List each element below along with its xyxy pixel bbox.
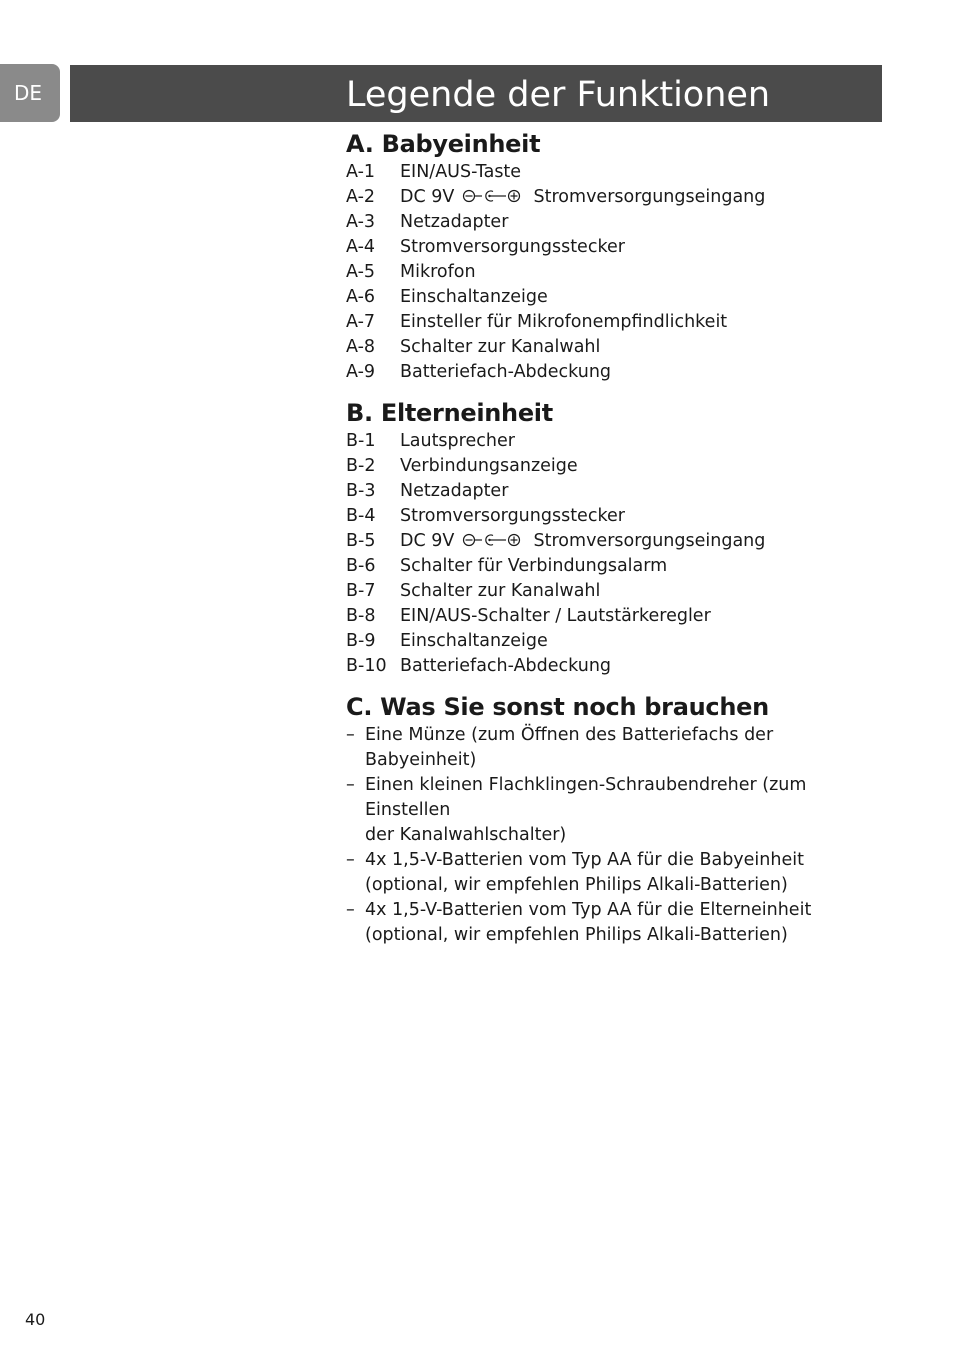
item-code: B-3 (346, 481, 376, 501)
item-code: A-2 (346, 187, 376, 207)
item-code: B-2 (346, 456, 376, 476)
title-bar (70, 65, 882, 122)
section-babyeinheit (346, 128, 876, 385)
dash-bullet: – (346, 900, 355, 920)
legend-list-a (346, 160, 876, 385)
legend-item (346, 504, 876, 529)
item-label: Schalter für Verbindungsalarm (400, 556, 668, 576)
legend-item (346, 285, 876, 310)
legend-item (346, 260, 876, 285)
legend-item (346, 554, 876, 579)
item-label-pre: DC 9V (400, 531, 455, 551)
list-item (346, 848, 876, 898)
item-code: A-6 (346, 287, 376, 307)
list-item-text: Eine Münze (zum Öffnen des Batteriefachs der Babyeinheit) (365, 725, 774, 770)
item-label: Schalter zur Kanalwahl (400, 581, 601, 601)
item-label: Verbindungsanzeige (400, 456, 578, 476)
main-content (346, 128, 876, 960)
item-code: A-8 (346, 337, 376, 357)
list-item-text: 4x 1,5-V-Batterien vom Typ AA für die Elterneinheit (optional, wir empfehlen Philips Alkali-Batterien) (365, 900, 812, 945)
item-label: Stromversorgungsstecker (400, 237, 625, 257)
list-item (346, 773, 876, 848)
list-item-text: Einen kleinen Flachklingen-Schraubendreher (zum Einstellen der Kanalwahlschalter) (365, 775, 807, 845)
legend-item (346, 454, 876, 479)
list-item (346, 723, 876, 773)
section-heading-c: C. Was Sie sonst noch brauchen (346, 693, 769, 721)
item-code: A-3 (346, 212, 376, 232)
item-label (400, 529, 765, 554)
page-number: 40 (25, 1310, 46, 1329)
item-label: Netzadapter (400, 481, 509, 501)
item-label: Einschaltanzeige (400, 287, 548, 307)
item-code: B-4 (346, 506, 376, 526)
item-label: Netzadapter (400, 212, 509, 232)
legend-item (346, 604, 876, 629)
legend-item (346, 210, 876, 235)
item-label: Mikrofon (400, 262, 476, 282)
section-elterneinheit (346, 397, 876, 679)
requirements-list (346, 723, 876, 948)
section-heading-a: A. Babyeinheit (346, 130, 541, 158)
item-code: B-8 (346, 606, 376, 626)
legend-item (346, 160, 876, 185)
item-code: A-4 (346, 237, 376, 257)
item-label: Schalter zur Kanalwahl (400, 337, 601, 357)
item-code: A-5 (346, 262, 376, 282)
dash-bullet: – (346, 725, 355, 745)
legend-item (346, 579, 876, 604)
item-label: Batteriefach-Abdeckung (400, 362, 612, 382)
list-item (346, 898, 876, 948)
legend-item (346, 235, 876, 260)
item-label (400, 185, 765, 210)
legend-list-b (346, 429, 876, 679)
item-code: A-1 (346, 162, 376, 182)
dash-bullet: – (346, 775, 355, 795)
item-label: EIN/AUS-Schalter / Lautstärkeregler (400, 606, 711, 626)
dash-bullet: – (346, 850, 355, 870)
legend-item (346, 360, 876, 385)
item-code: B-7 (346, 581, 376, 601)
item-label-post: Stromversorgungseingang (533, 531, 766, 551)
legend-item (346, 310, 876, 335)
item-label-post: Stromversorgungseingang (533, 187, 766, 207)
item-label: Einschaltanzeige (400, 631, 548, 651)
legend-item (346, 185, 876, 210)
legend-item (346, 335, 876, 360)
item-code: B-9 (346, 631, 376, 651)
item-label: Einsteller für Mikrofonempfindlichkeit (400, 312, 728, 332)
legend-item (346, 529, 876, 554)
dc-polarity-icon (462, 533, 526, 547)
item-label: Stromversorgungsstecker (400, 506, 625, 526)
legend-item (346, 479, 876, 504)
item-code: B-10 (346, 656, 387, 676)
item-label: EIN/AUS-Taste (400, 162, 522, 182)
item-label-pre: DC 9V (400, 187, 455, 207)
language-tab: DE (0, 64, 60, 122)
item-code: B-6 (346, 556, 376, 576)
item-code: B-5 (346, 531, 376, 551)
legend-item (346, 654, 876, 679)
item-label: Lautsprecher (400, 431, 515, 451)
section-heading-b: B. Elterneinheit (346, 399, 553, 427)
item-code: A-9 (346, 362, 376, 382)
dc-polarity-icon (462, 189, 526, 203)
page-title: Legende der Funktionen (346, 75, 771, 115)
item-label: Batteriefach-Abdeckung (400, 656, 612, 676)
section-was-sie-brauchen (346, 691, 876, 948)
legend-item (346, 429, 876, 454)
legend-item (346, 629, 876, 654)
item-code: A-7 (346, 312, 376, 332)
item-code: B-1 (346, 431, 376, 451)
list-item-text: 4x 1,5-V-Batterien vom Typ AA für die Babyeinheit (optional, wir empfehlen Philips Alkali-Batterien) (365, 850, 804, 895)
